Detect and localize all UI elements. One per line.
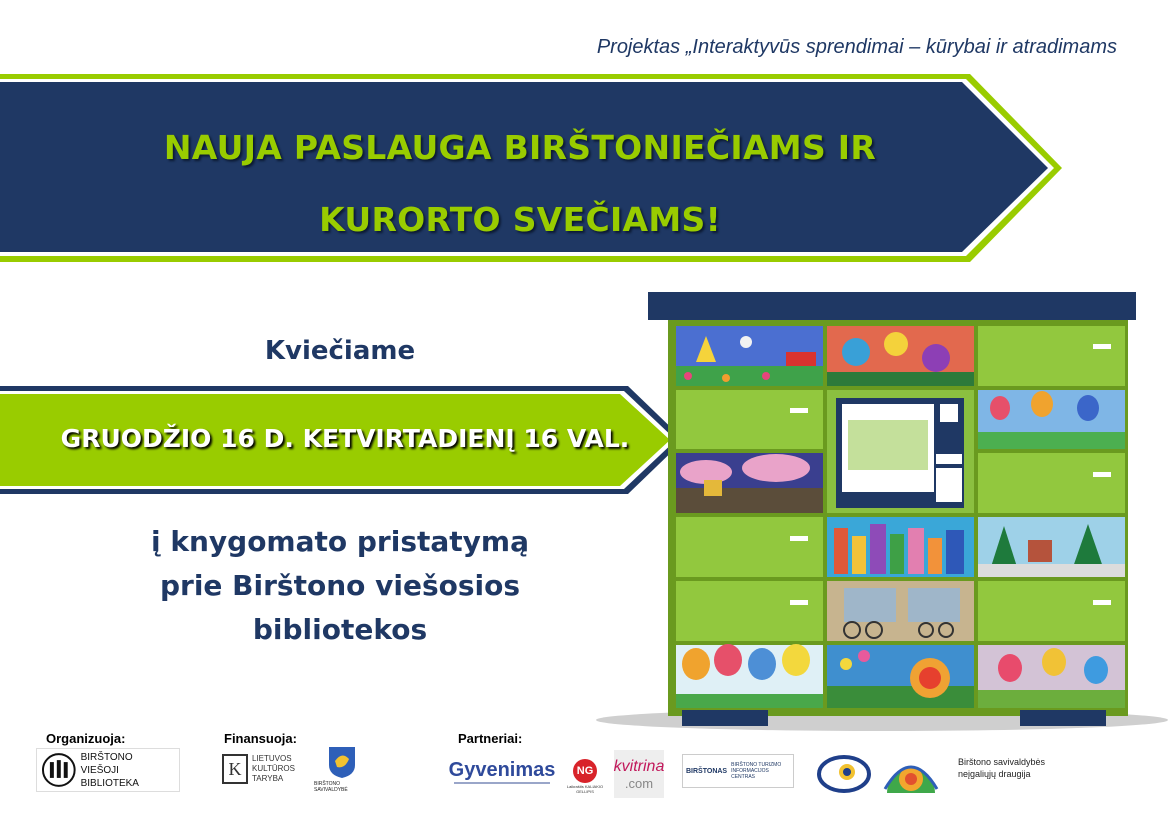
partner-note <box>958 756 1068 780</box>
kiosk-screen-panel <box>827 390 974 513</box>
partner-note-line-1: Birštono savivaldybės <box>958 757 1046 767</box>
library-emblem-icon <box>41 752 77 788</box>
ng-logo: NG Laikraštis KALIAKIO GELLIPIS <box>562 756 608 796</box>
painting-balloons-left <box>676 644 823 708</box>
painting-boats <box>676 326 823 386</box>
council-line-2: KULTŪROS <box>252 764 295 773</box>
event-description <box>90 520 590 652</box>
description-line-2: prie Birštono viešosios <box>159 569 521 602</box>
painting-colorful-abstract <box>827 326 974 386</box>
partners-label: Partneriai: <box>458 731 523 746</box>
partner-note-line-2: neįgaliųjų draugija <box>958 769 1031 779</box>
description-line-1: į knygomato pristatymą <box>151 525 529 558</box>
painting-balloons-mosaic <box>978 645 1125 708</box>
headline <box>90 112 950 256</box>
book-kiosk-illustration <box>596 292 1169 732</box>
kvitrina-logo: kvitrina .com <box>614 750 664 798</box>
event-date: GRUODŽIO 16 D. KETVIRTADIENĮ 16 VAL. <box>60 424 630 453</box>
council-k-icon: K <box>222 754 248 784</box>
snail-partner-logo <box>816 754 872 794</box>
painting-balloons-sky <box>978 390 1125 449</box>
library-logo <box>36 748 180 792</box>
invite-text: Kviečiame <box>264 336 416 366</box>
disability-society-logo <box>880 748 942 796</box>
organizer-label: Organizuoja: <box>46 731 126 746</box>
date-banner <box>0 384 690 496</box>
project-title: Projektas „Interaktyvūs sprendimai – kūrybai ir atradimams <box>596 36 1117 58</box>
gyvenimas-logo: Gyvenimas <box>450 756 554 786</box>
painting-cyclists <box>827 581 974 641</box>
painting-city <box>827 517 974 577</box>
municipality-crest-icon <box>327 745 357 779</box>
library-logo-line-1: BIRŠTONO <box>80 751 133 763</box>
painting-pink-trees <box>676 453 823 513</box>
library-logo-line-2: VIEŠOJI BIBLIOTEKA <box>80 764 139 789</box>
painting-snail <box>827 645 974 708</box>
headline-banner <box>0 72 1070 264</box>
funder-label: Finansuoja: <box>224 731 297 746</box>
tourism-center-logo: BIRŠTONAS BIRŠTONO TURIZMO INFORMACIJOS CENTRAS <box>682 754 794 788</box>
council-line-3: TARYBA <box>252 774 284 783</box>
culture-council-logo <box>222 748 306 790</box>
sun-emblem-icon <box>881 749 941 795</box>
headline-line-1: NAUJA PASLAUGA BIRŠTONIEČIAMS IR <box>163 128 877 167</box>
description-line-3: bibliotekos <box>252 613 428 646</box>
municipality-logo: BIRŠTONO SAVIVALDYBĖ <box>314 744 370 794</box>
kiosk-drawing <box>596 292 1169 732</box>
headline-line-2: KURORTO SVEČIAMS! <box>319 200 721 239</box>
council-line-1: LIETUVOS <box>252 754 292 763</box>
painting-forest <box>978 517 1125 577</box>
snail-emblem-icon <box>817 755 871 793</box>
